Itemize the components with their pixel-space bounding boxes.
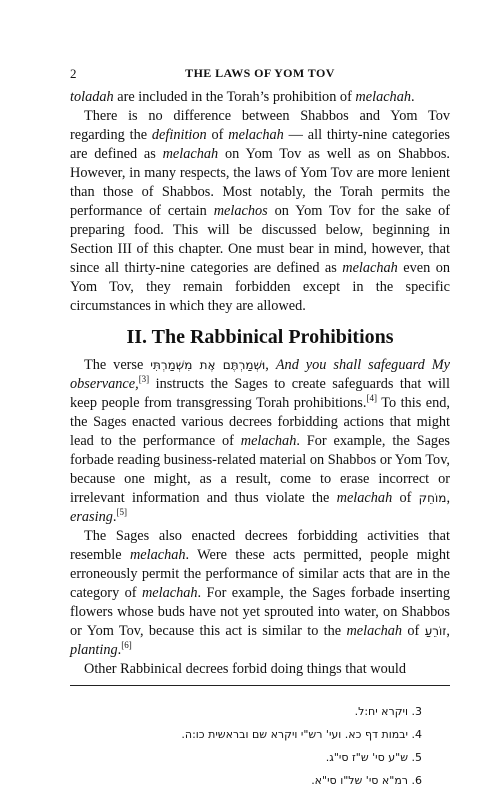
term-melachah: melachah <box>336 490 393 506</box>
hebrew-verse: וּשְׁמַרְתֶּם אֶת מִשְׁמַרְתִּי <box>150 358 266 372</box>
footnote-5: 5. ש"ע סי' ש"ז סי"ג. <box>325 751 422 764</box>
footnote-6: 6. רמ"א סי' של"ו סי"א. <box>311 774 422 787</box>
text-run: of <box>206 127 229 143</box>
footnote-3: 3. ויקרא יח:ל. <box>354 705 422 718</box>
footnote-ref-5[interactable]: [5] <box>116 507 127 518</box>
text-run: The Sages also enacted decrees forbidding activities that resemble <box>70 528 450 563</box>
hebrew-term-zoreia: זוֹרֵעַ <box>424 624 447 638</box>
running-header <box>70 66 450 88</box>
page-number: 2 <box>70 66 77 81</box>
hebrew-term-mocheik: מוֹחֵק <box>418 491 447 505</box>
term-melachah: melachah <box>346 623 403 639</box>
text-run: of <box>402 623 425 639</box>
text-run: . For example, the Sages forbade reading business-related material on Shabbos or Yom Tov, because one might, as a result, come to erase incorrect or irrelevant information and thus violate the <box>70 433 450 506</box>
footnotes <box>70 700 450 792</box>
section-heading: II. The Rabbinical Prohibitions <box>126 326 394 348</box>
footnote-ref-6[interactable]: [6] <box>121 640 132 651</box>
text-run: There is no difference between Shabbos and Yom Tov regarding the <box>70 108 450 143</box>
text-run: on Yom Tov as well as on Shabbos. However, in many respects, the laws of Yom Tov are more lenient than those of Shabbos. Most notably, the Torah permits the performance of certain <box>70 146 450 219</box>
term-melachah: melachah <box>342 260 398 276</box>
paragraph-safeguard <box>70 356 450 527</box>
running-title: THE LAWS OF YOM TOV <box>185 66 335 80</box>
text-run: even on Yom Tov, they remain forbidden except in the specific circumstances in which they are allowed. <box>70 260 450 314</box>
term-melachah: melachah <box>141 585 198 601</box>
text-run: . <box>117 642 122 658</box>
term-erasing: erasing <box>70 509 113 525</box>
text-run: . <box>411 89 415 105</box>
term-toladah: toladah <box>70 89 114 105</box>
text-run: The verse <box>84 357 151 373</box>
paragraph-other-decrees <box>70 660 450 679</box>
paragraph-definition <box>70 107 450 316</box>
footnote-divider <box>70 685 450 686</box>
text-run: are included in the Torah’s prohibition of <box>113 89 356 105</box>
term-melachah: melachah <box>228 127 284 143</box>
term-melachah: melachah <box>129 547 186 563</box>
text-run: To this end, the Sages enacted various decrees forbidding actions that might lead to the performance of <box>70 395 450 449</box>
text-run: Other Rabbinical decrees forbid doing things that would <box>84 661 407 677</box>
footnote-ref-3[interactable]: [3] <box>138 374 150 385</box>
text-run: — all thirty-nine categories are defined as <box>70 127 450 162</box>
term-planting: planting <box>70 642 118 658</box>
text-run: , <box>446 490 451 506</box>
verse-translation: And you shall safeguard My observance, <box>70 357 450 392</box>
footnote-ref-4[interactable]: [4] <box>366 393 377 404</box>
term-melachos: melachos <box>213 203 268 219</box>
text-run: , <box>265 357 276 373</box>
term-definition: definition <box>151 127 207 143</box>
text-run: on Yom Tov for the sake of preparing food. This will be discussed below, beginning in Section III of this chapter. One must bear in mind, however, that since all thirty-nine categories are defined as <box>70 203 451 276</box>
text-run: of <box>392 490 419 506</box>
term-melachah: melachah <box>355 89 412 105</box>
term-melachah: melachah <box>240 433 297 449</box>
body-text <box>70 88 450 679</box>
page <box>70 66 450 792</box>
text-run: . Were these acts permitted, people might erroneously permit the performance of similar acts that are in the category of <box>70 547 451 601</box>
paragraph-continuation <box>70 88 450 107</box>
term-melachah: melachah <box>162 146 219 162</box>
text-run: , <box>446 623 450 639</box>
footnote-4: 4. יבמות דף כא. ועי' רש"י ויקרא שם ובראשית כו:ה. <box>181 728 422 741</box>
text-run: . <box>112 509 117 525</box>
paragraph-resemble <box>70 527 450 660</box>
text-run: . For example, the Sages forbade inserting flowers whose buds have not yet sprouted into water, on Shabbos or Yom Tov, because this act is similar to the <box>70 585 450 639</box>
text-run: instructs the Sages to create safeguards that will keep people from transgressing Torah prohibitions. <box>70 376 450 411</box>
